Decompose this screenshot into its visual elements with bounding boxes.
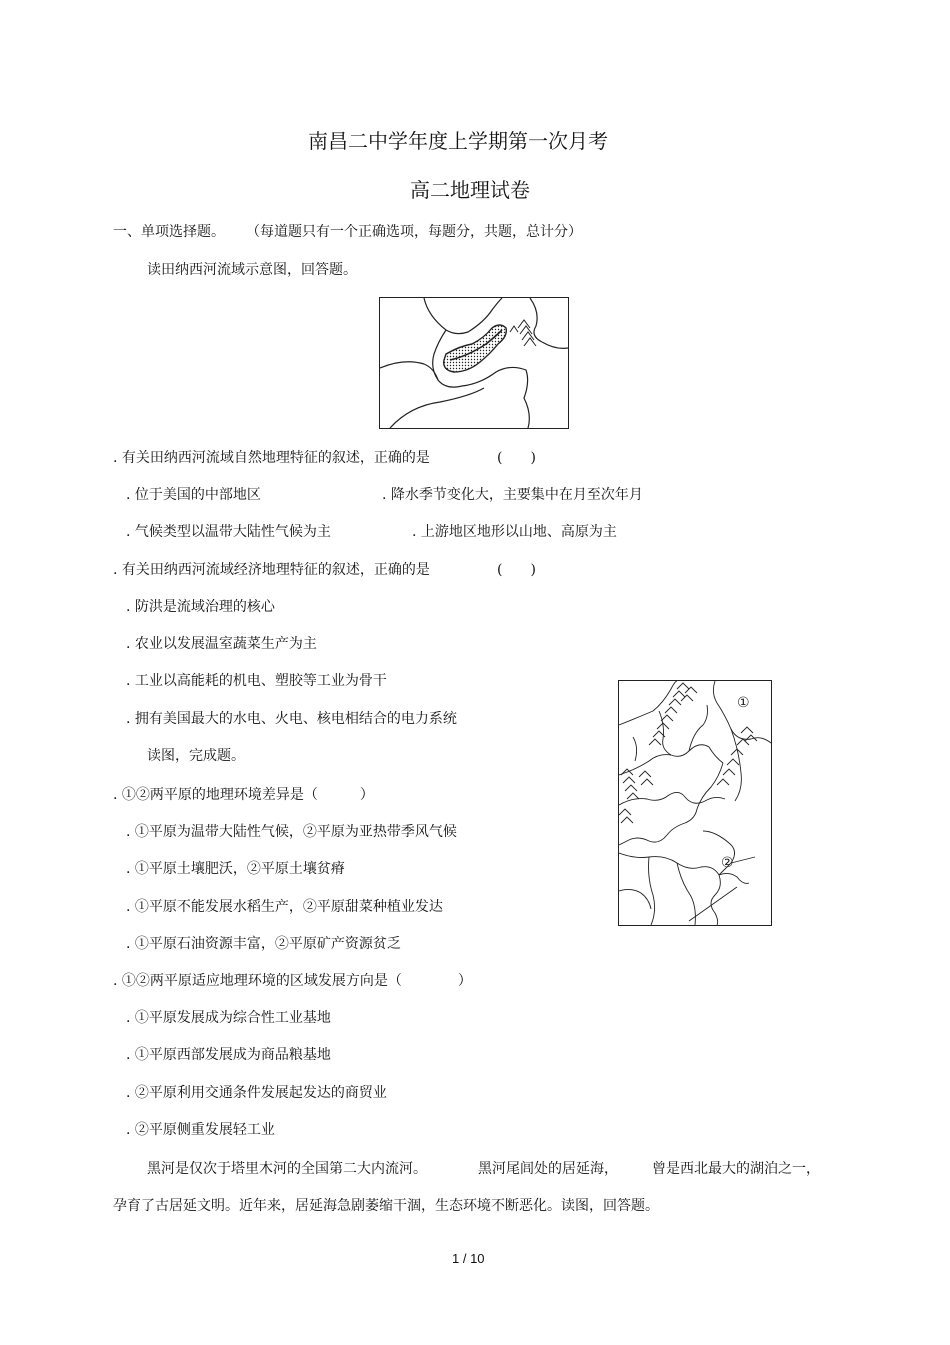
plain-2-label: ② [721, 855, 734, 871]
page-title: 南昌二中学年度上学期第一次月考 [308, 129, 608, 153]
q2-option-c: . 工业以高能耗的机电、塑胶等工业为骨干 [126, 673, 387, 689]
q1-stem: . 有关田纳西河流域自然地理特征的叙述，正确的是 [113, 450, 430, 466]
q1-option-a: . 位于美国的中部地区 [126, 487, 261, 503]
q4-option-b: . ①平原西部发展成为商品粮基地 [126, 1047, 331, 1063]
q1-option-c: . 气候类型以温带大陆性气候为主 [126, 524, 331, 540]
q1-answer-paren: ( ) [497, 450, 536, 466]
passage-line-1c: 曾是西北最大的湖泊之一， [652, 1161, 820, 1177]
q4-stem: . ①②两平原适应地理环境的区域发展方向是（ ） [113, 973, 472, 989]
q3-option-b: . ①平原土壤肥沃，②平原土壤贫瘠 [126, 861, 345, 877]
q3-stem: . ①②两平原的地理环境差异是（ ） [113, 787, 374, 803]
section-note: （每道题只有一个正确选项，每题分，共题，总计分） [246, 224, 582, 240]
q1-option-b: . 降水季节变化大，主要集中在月至次年月 [382, 487, 643, 503]
q3-option-c: . ①平原不能发展水稻生产，②平原甜菜种植业发达 [126, 899, 443, 915]
q2-option-b: . 农业以发展温室蔬菜生产为主 [126, 636, 317, 652]
q2-answer-paren: ( ) [497, 562, 536, 578]
q4-option-c: . ②平原利用交通条件发展起发达的商贸业 [126, 1085, 387, 1101]
q4-option-a: . ①平原发展成为综合性工业基地 [126, 1010, 331, 1026]
page-number: 1 / 10 [452, 1251, 485, 1266]
intro-text-2: 读图，完成题。 [147, 748, 245, 764]
passage-line-1a: 黑河是仅次于塔里木河的全国第二大内流河。 [147, 1161, 427, 1177]
page-subtitle: 高二地理试卷 [410, 178, 530, 202]
q3-option-d: . ①平原石油资源丰富，②平原矿产资源贫乏 [126, 936, 401, 952]
q2-option-d: . 拥有美国最大的水电、火电、核电相结合的电力系统 [126, 711, 457, 727]
tennessee-basin-map [379, 297, 569, 429]
section-heading: 一、单项选择题。 [113, 224, 225, 240]
plain-1-label: ① [737, 695, 750, 711]
passage-line-1b: 黑河尾闾处的居延海， [478, 1161, 618, 1177]
q1-option-d: . 上游地区地形以山地、高原为主 [412, 524, 617, 540]
q4-option-d: . ②平原侧重发展轻工业 [126, 1122, 275, 1138]
northeast-plains-map [618, 680, 772, 926]
q2-stem: . 有关田纳西河流域经济地理特征的叙述，正确的是 [113, 562, 430, 578]
q2-option-a: . 防洪是流域治理的核心 [126, 599, 275, 615]
q3-option-a: . ①平原为温带大陆性气候，②平原为亚热带季风气候 [126, 824, 457, 840]
intro-text-1: 读田纳西河流域示意图，回答题。 [147, 262, 357, 278]
passage-line-2: 孕育了古居延文明。近年来，居延海急剧萎缩干涸，生态环境不断恶化。读图，回答题。 [113, 1198, 659, 1214]
